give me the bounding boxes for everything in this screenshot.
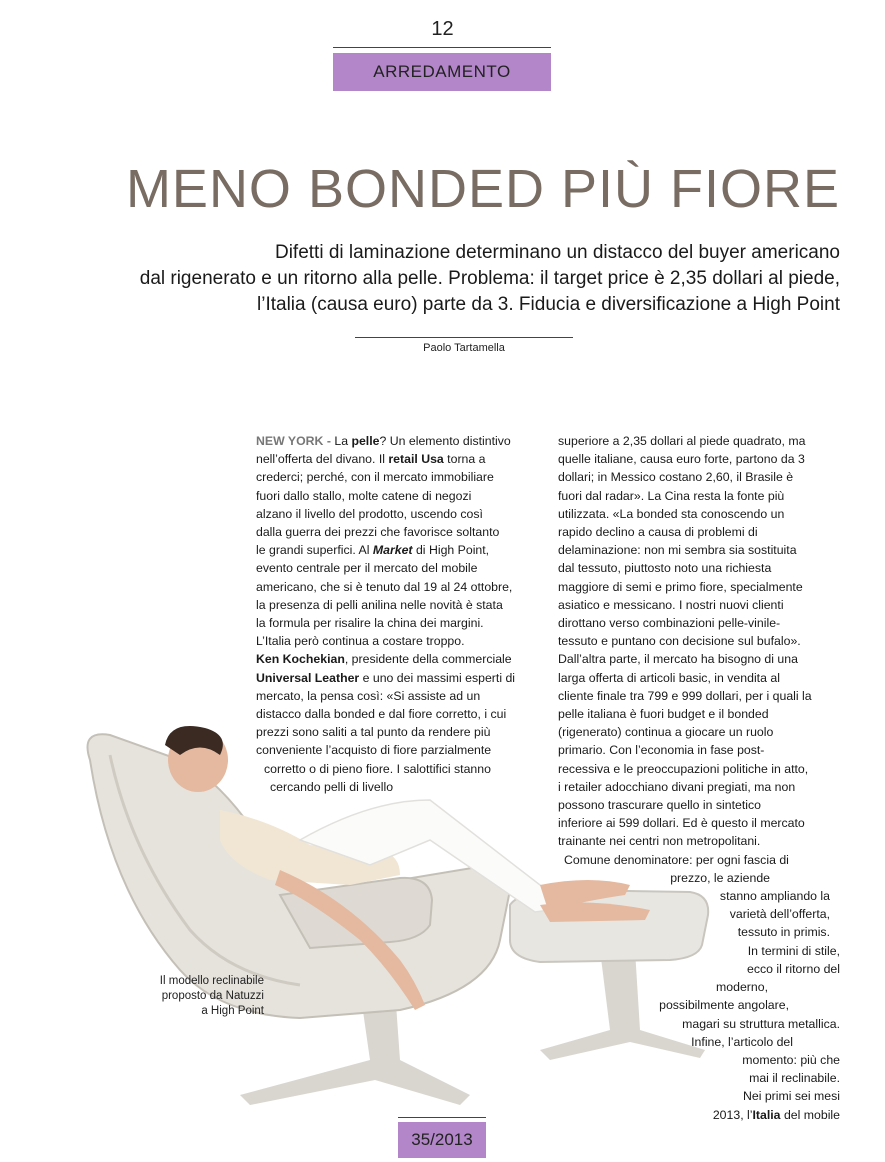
text-line: le grandi superfici. Al Market di High Point,: [256, 543, 490, 558]
text-line: la presenza di pelli anilina nelle novità è stata: [256, 597, 503, 612]
footer-rule: [398, 1117, 486, 1118]
text-line: Ken Kochekian, presidente della commerciale: [256, 652, 512, 667]
header-rule: [333, 47, 551, 48]
caption-line: a High Point: [201, 1005, 264, 1017]
text-line: possono trascurare quello in sintetico: [558, 798, 762, 813]
text-line: evento centrale per il mercato del mobile: [256, 561, 478, 576]
text-line: quelle italiane, causa euro forte, partono da 3: [558, 452, 805, 467]
text-line: rapido declino a causa di problemi di: [558, 525, 758, 540]
text-line: nell’offerta del divano. Il retail Usa torna a: [256, 452, 486, 467]
text-line: dalla guerra dei prezzi che favorisce soltanto: [256, 525, 500, 540]
subtitle-line: Difetti di laminazione determinano un distacco del buyer americano: [274, 242, 840, 263]
text-line: cliente finale tra 799 e 999 dollari, per i quali la: [558, 688, 812, 703]
text-line: delaminazione: non mi sembra sia sostituita: [558, 543, 797, 558]
author-byline: Paolo Tartamella: [423, 342, 505, 354]
text-line: Nei primi sei mesi: [742, 1089, 840, 1104]
text-line: L’Italia però continua a costare troppo.: [256, 634, 465, 649]
text-line: NEW YORK - La pelle? Un elemento distintivo: [256, 434, 511, 448]
subtitle-line: dal rigenerato e un ritorno alla pelle. Problema: il target price è 2,35 dollari al piede,: [139, 268, 840, 289]
text-line: pelle italiana è fuori budget e il bonded: [558, 707, 769, 722]
text-line: Dall’altra parte, il mercato ha bisogno di una: [558, 652, 798, 667]
issue-number: 35/2013: [398, 1122, 486, 1158]
text-line: distacco dalla bonded e dal fiore corretto, i cui: [256, 707, 507, 722]
text-line: prezzi sono saliti a tal punto da rendere più: [256, 725, 491, 740]
text-line: fuori dal radar». La Cina resta la fonte più: [558, 488, 785, 503]
text-line: corretto o di pieno fiore. I salottifici stanno: [264, 761, 491, 776]
text-line: alzano il livello del prodotto, uscendo così: [256, 506, 483, 521]
section-tag: ARREDAMENTO: [333, 53, 551, 91]
text-line: tessuto e puntano con decisione sul bufalo».: [558, 634, 801, 649]
text-line: maggiore di semi e primo fiore, specialmente: [558, 579, 803, 594]
text-line: la formula per risalire la china dei margini.: [256, 616, 484, 631]
text-line: i retailer adocchiano divani pregiati, ma non: [558, 779, 796, 794]
text-line: possibilmente angolare,: [659, 998, 789, 1013]
text-line: 2013, l’Italia del mobile: [712, 1107, 840, 1122]
text-line: Infine, l’articolo del: [691, 1034, 793, 1049]
text-line: moderno,: [716, 980, 768, 995]
text-line: Universal Leather e uno dei massimi esperti di: [256, 670, 516, 685]
text-line: trainante nei centri non metropolitani.: [558, 834, 761, 849]
page-number: 12: [431, 18, 454, 40]
text-line: crederci; perché, con il mercato immobiliare: [256, 470, 494, 485]
text-line: dal tessuto, piuttosto noto una richiesta: [558, 561, 772, 576]
text-line: asiatico e messicano. I nostri nuovi clienti: [558, 597, 784, 612]
text-line: americano, che si è tenuto dal 19 al 24 ottobre,: [256, 579, 513, 594]
text-line: stanno ampliando la: [719, 889, 830, 904]
text-line: mai il reclinabile.: [749, 1071, 840, 1086]
text-line: conveniente l’acquisto di fiore parzialmente: [256, 743, 492, 758]
text-line: primario. Con l’economia in fase post-: [558, 743, 765, 758]
text-line: fuori dallo stallo, molte catene di negozi: [256, 488, 472, 503]
article-title: MENO BONDED PIÙ FIORE: [125, 159, 840, 219]
text-line: (rigenerato) continua a giocare un ruolo: [558, 725, 774, 740]
text-line: Comune denominatore: per ogni fascia di: [564, 852, 789, 867]
caption-line: proposto da Natuzzi: [161, 990, 264, 1002]
text-line: varietà dell’offerta,: [729, 907, 830, 922]
text-line: cercando pelli di livello: [270, 779, 394, 794]
text-line: prezzo, le aziende: [670, 870, 770, 885]
dateline: NEW YORK -: [256, 434, 331, 448]
text-line: larga offerta di articoli basic, in vendita al: [558, 670, 780, 685]
caption-line: Il modello reclinabile: [159, 975, 264, 987]
text-line: utilizzata. «La bonded sta conoscendo un: [558, 506, 785, 521]
text-line: superiore a 2,35 dollari al piede quadrato, ma: [558, 434, 806, 448]
text-line: ecco il ritorno del: [747, 961, 840, 976]
image-caption: [130, 974, 264, 1019]
text-line: In termini di stile,: [747, 943, 840, 958]
text-line: momento: più che: [742, 1052, 840, 1067]
text-line: dirottano verso combinazioni pelle-vinile-: [558, 616, 781, 631]
text-line: magari su struttura metallica.: [682, 1016, 840, 1031]
body-column-right: [558, 432, 840, 1124]
text-line: recessiva e le preoccupazioni politiche in atto,: [558, 761, 809, 776]
subtitle-line: l’Italia (causa euro) parte da 3. Fiducia e diversificazione a High Point: [257, 294, 840, 315]
text-line: mercato, la pensa così: «Si assiste ad un: [256, 688, 481, 703]
byline-rule: [355, 337, 573, 338]
body-column-left: [256, 432, 542, 796]
text-line: inferiore ai 599 dollari. Ed è questo il mercato: [558, 816, 805, 831]
text-line: dollari; in Messico costano 2,60, il Brasile è: [558, 470, 794, 485]
article-subtitle: [80, 240, 840, 318]
text-line: tessuto in primis.: [737, 925, 830, 940]
